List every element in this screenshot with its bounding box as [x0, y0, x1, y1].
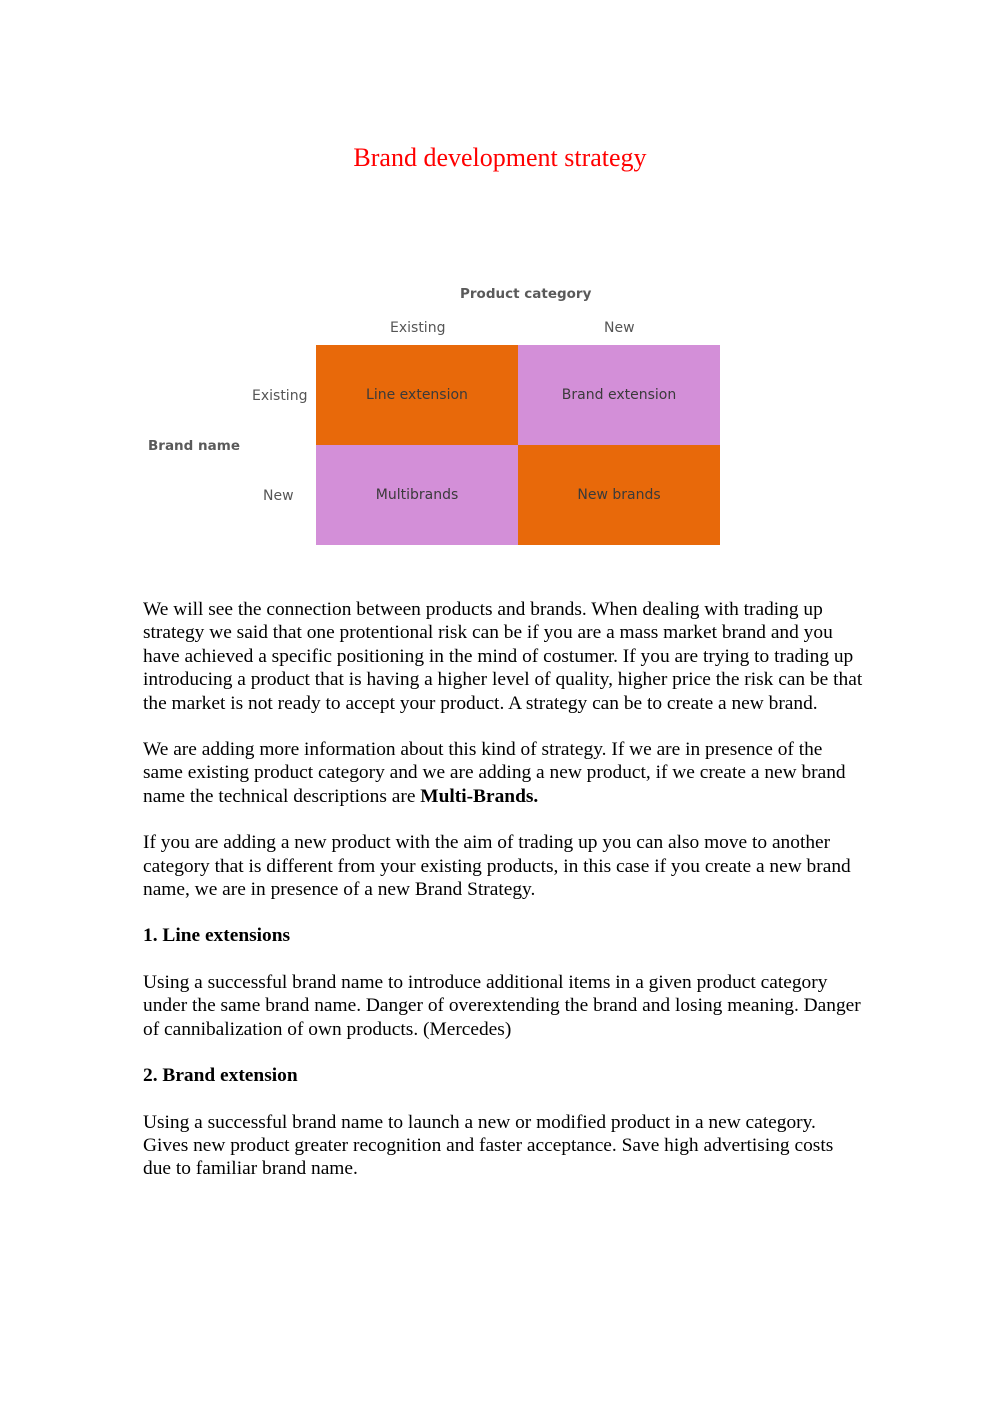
document-title: Brand development strategy [353, 143, 647, 172]
matrix-cell-multibrands [316, 445, 518, 545]
paragraph-line-extensions: Using a successful brand name to introduce additional items in a given product category under the same brand name. Danger of overextending the brand and losing meaning. Danger of cannibalization of own products. (Mercedes) [143, 971, 861, 1040]
matrix-cell-line-extension [316, 345, 518, 445]
paragraph-new-brand: If you are adding a new product with the aim of trading up you can also move to another category that is different from your existing products, in this case if you create a new brand name, we are in presence of a new Brand Strategy. [143, 832, 851, 901]
row-header-new: New [263, 488, 294, 504]
row-header-existing: Existing [252, 388, 308, 404]
cell-label: New brands [577, 486, 661, 503]
heading-brand-extension: 2. Brand extension [143, 1065, 298, 1087]
cell-label: Brand extension [561, 386, 677, 403]
heading-line-extensions: 1. Line extensions [143, 925, 291, 947]
paragraph-brand-extension: Using a successful brand name to launch a new or modified product in a new category. Gives new product greater recognition and faster acceptance. Save high advertising costs due to familiar brand name. [143, 1111, 834, 1180]
paragraph-text: We are adding more information about this kind of strategy. If we are in presence of the same existing product category and we are adding a new product, if we create a new brand name the technical descriptions are [143, 739, 846, 807]
matrix-cell-new-brands [518, 445, 720, 545]
row-axis-title: Brand name [148, 438, 240, 454]
bold-term: Multi-Brands. [420, 785, 539, 807]
column-header-new: New [604, 320, 635, 336]
paragraph-intro: We will see the connection between products and brands. When dealing with trading up strategy we said that one protentional risk can be if you are a mass market brand and you have achieved a specific positioning in the mind of costumer. If you are trying to trading up introducing a product that is having a higher level of quality, higher price the risk can be that the market is not ready to accept your product. A strategy can be to create a new brand. [143, 599, 863, 714]
column-header-existing: Existing [390, 320, 446, 336]
cell-label: Line extension [366, 386, 468, 403]
column-axis-title: Product category [460, 286, 592, 302]
cell-label: Multibrands [375, 486, 459, 503]
document-body [143, 598, 863, 1204]
matrix-cell-brand-extension [518, 345, 720, 445]
paragraph-multibrands [143, 738, 863, 808]
brand-strategy-matrix [0, 0, 1000, 600]
